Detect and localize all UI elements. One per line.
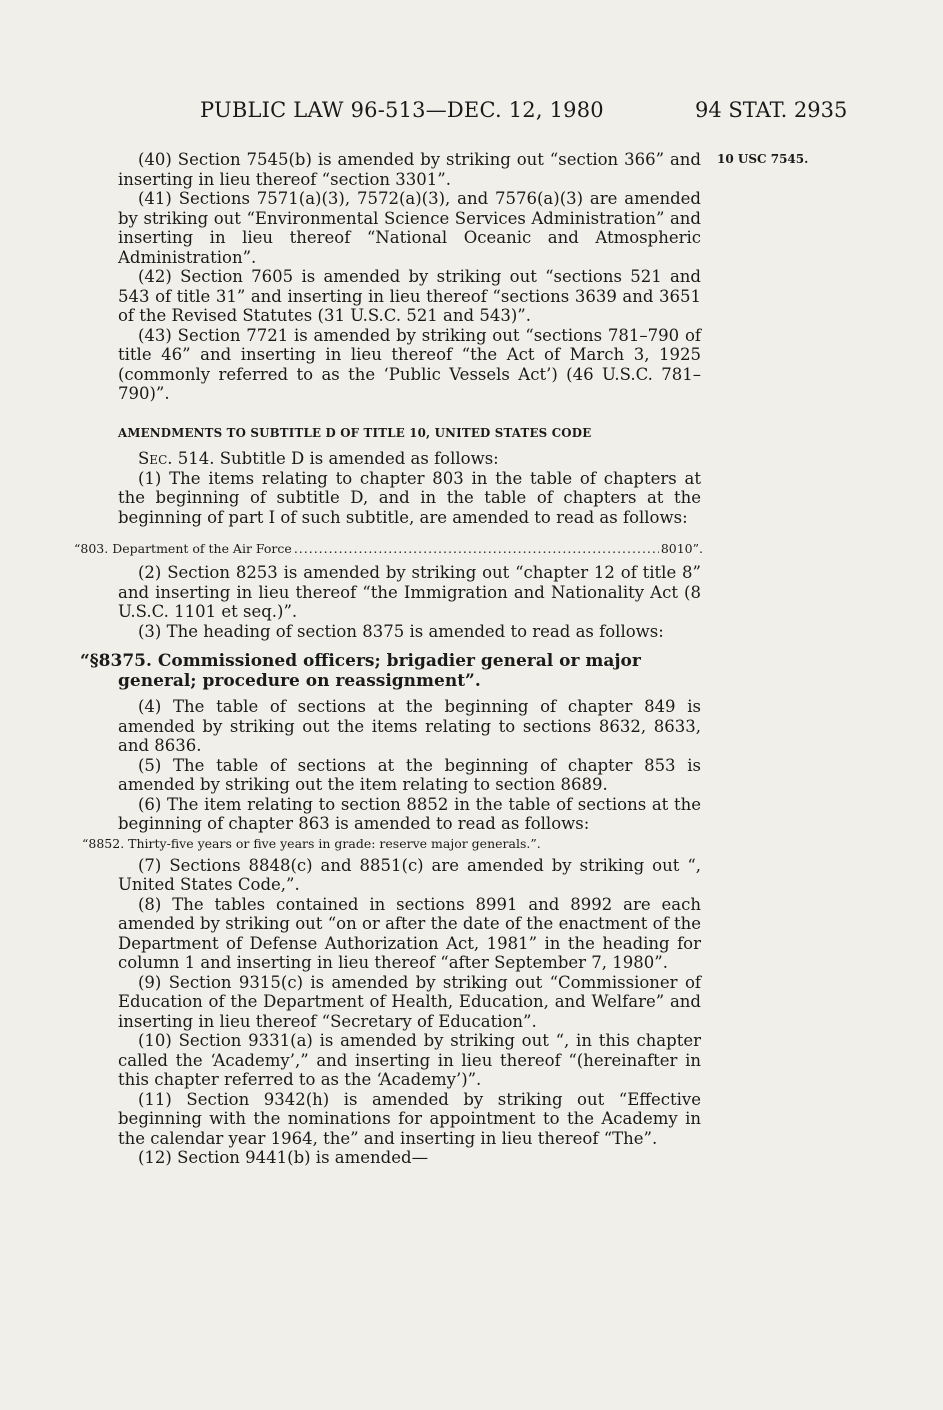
paragraph-41: (41) Sections 7571(a)(3), 7572(a)(3), and 7576(a)(3) are amended by striking out “Environmental Science Services Administration” and inserting in lieu thereof “National Oceanic and Atmospheric Administration”. [118, 189, 701, 267]
paragraph-40: (40) Section 7545(b) is amended by striking out “section 366” and inserting in lieu thereof “section 3301”. [118, 150, 701, 189]
item-12: (12) Section 9441(b) is amended— [138, 1148, 429, 1167]
paragraph-43: (43) Section 7721 is amended by striking out “sections 781–790 of title 46” and inserting in lieu thereof “the Act of March 3, 1925 (commonly referred to as the ‘Public Vessels Act’) (46 U.S.C. 781–790)”. [118, 325, 701, 403]
page-header-title: PUBLIC LAW 96-513—DEC. 12, 1980 [200, 98, 604, 122]
item-1: (1) The items relating to chapter 803 in the table of chapters at the beginning of subtitle D, and in the table of chapters at the beginning of part I of such subtitle, are amended to read as follows: [118, 468, 701, 527]
item-5: (5) The table of sections at the beginning of chapter 853 is amended by striking out the item relating to section 8689. [118, 755, 701, 794]
section-514-text: 514. Subtitle D is amended as follows: [172, 449, 499, 468]
section-label: Sec. [138, 449, 173, 468]
item-9: (9) Section 9315(c) is amended by striking out “Commissioner of Education of the Department of Health, Education, and Welfare” and inserting in lieu thereof “Secretary of Education”. [118, 972, 701, 1031]
item-6: (6) The item relating to section 8852 in the table of sections at the beginning of chapter 863 is amended to read as follows: [118, 794, 701, 833]
paragraph-42: (42) Section 7605 is amended by striking out “sections 521 and 543 of title 31” and inserting in lieu thereof “sections 3639 and 3651 of the Revised Statutes (31 U.S.C. 521 and 543)”. [118, 267, 701, 325]
document-body [74, 150, 703, 1168]
item-4: (4) The table of sections at the beginning of chapter 849 is amended by striking out the items relating to sections 8632, 8633, and 8636. [118, 697, 701, 755]
toc-entry: “803. Department of the Air Force [74, 541, 292, 556]
item-2: (2) Section 8253 is amended by striking out “chapter 12 of title 8” and inserting in lieu thereof “the Immigration and Nationality Act (8 U.S.C. 1101 et seq.)”. [118, 563, 701, 621]
toc-page: 8010”. [660, 541, 703, 556]
item-8: (8) The tables contained in sections 8991 and 8992 are each amended by striking out “on or after the date of the enactment of the Department of Defense Authorization Act, 1981” in the heading for column 1 and inserting in lieu thereof “after September 7, 1980”. [118, 894, 701, 972]
page-header-stat: 94 STAT. 2935 [695, 98, 848, 122]
leader-dots [294, 541, 659, 557]
amendments-heading: AMENDMENTS TO SUBTITLE D OF TITLE 10, UNITED STATES CODE [118, 425, 592, 440]
margin-citation: 10 USC 7545. [717, 152, 809, 166]
item-11: (11) Section 9342(h) is amended by striking out “Effective beginning with the nominations for appointment to the Academy in the calendar year 1964, the” and inserting in lieu thereof “The”. [118, 1089, 701, 1148]
section-514 [118, 449, 701, 469]
toc-line-803 [74, 541, 703, 557]
line-8852: “8852. Thirty-five years or five years in grade: reserve major generals.”. [82, 835, 541, 851]
item-10: (10) Section 9331(a) is amended by striking out “, in this chapter called the ‘Academy’,” and inserting in lieu thereof “(hereinafter in this chapter referred to as the ‘Academy’)”. [118, 1031, 701, 1089]
item-3: (3) The heading of section 8375 is amended to read as follows: [138, 621, 664, 641]
section-8375-heading: “§8375. Commissioned officers; brigadier general or major general; procedure on reassignment”. [80, 651, 641, 691]
item-7: (7) Sections 8848(c) and 8851(c) are amended by striking out “, United States Code,”. [118, 855, 701, 894]
